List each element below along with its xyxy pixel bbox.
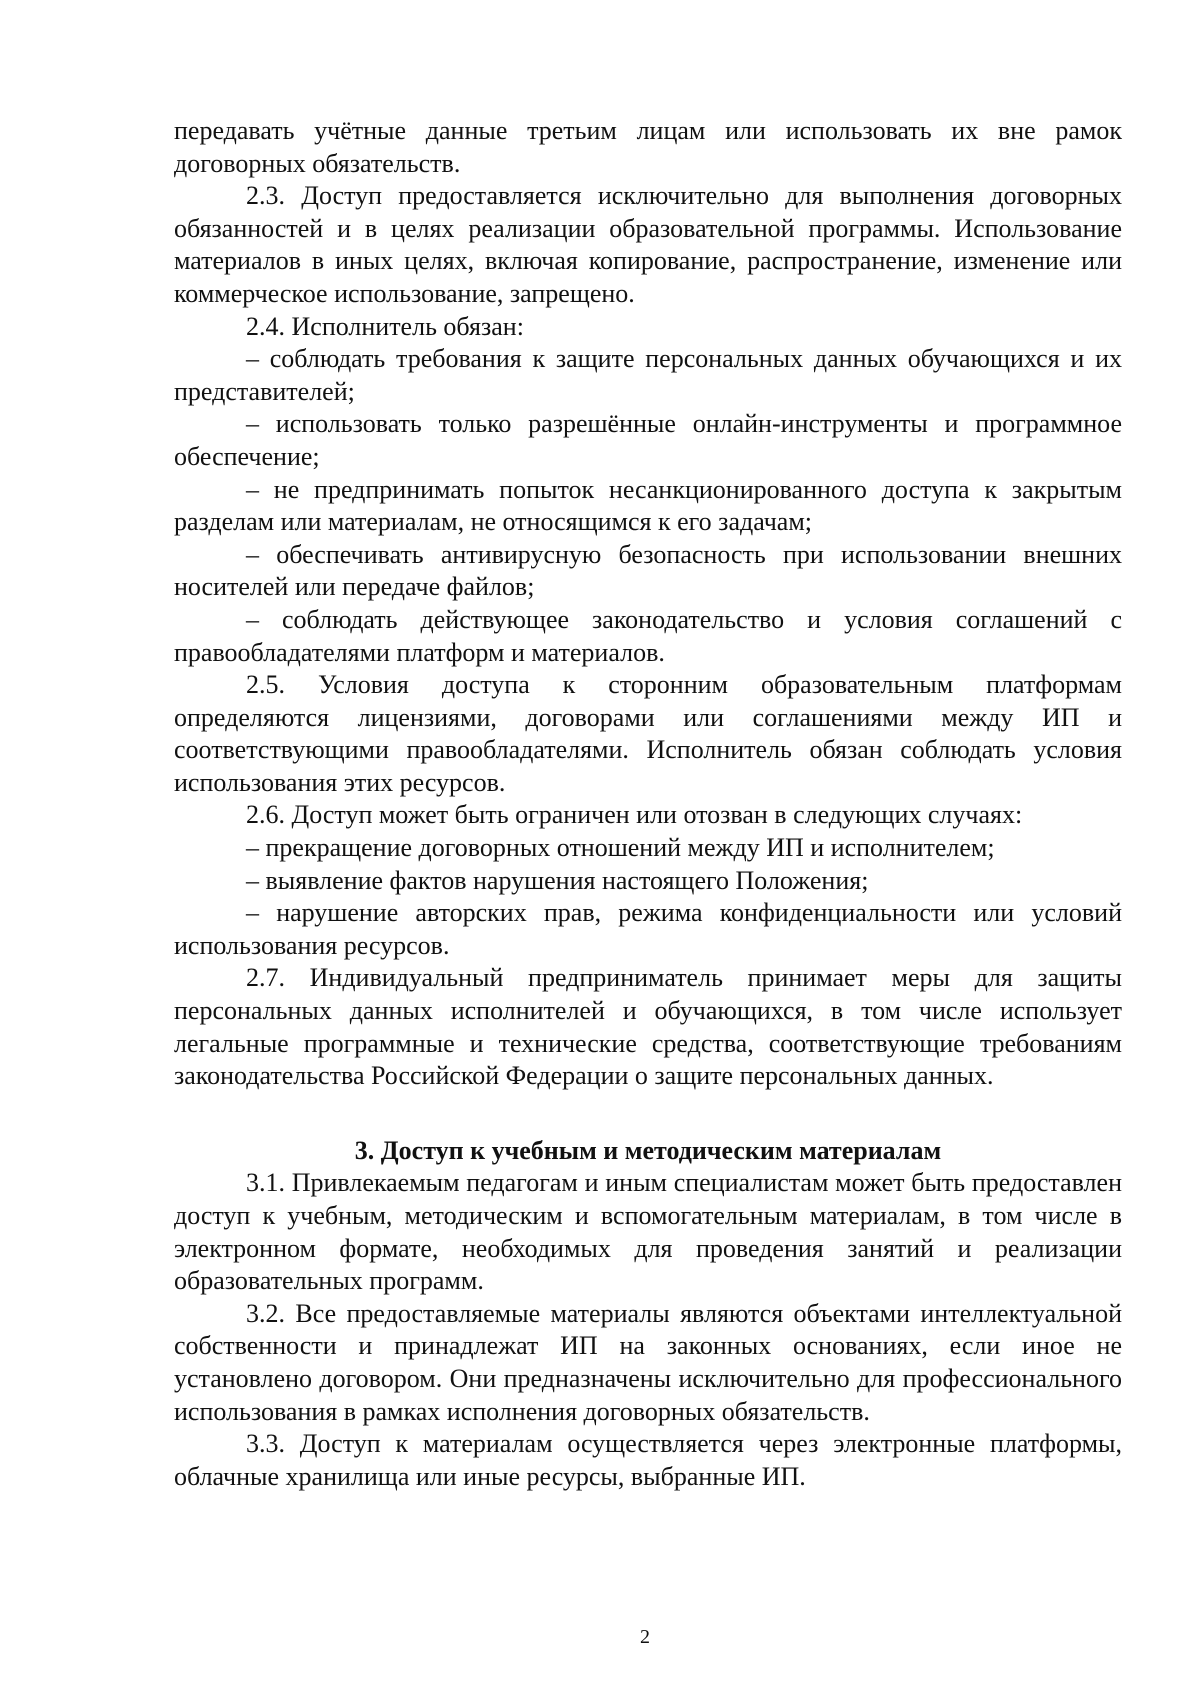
list-item-legislation: – соблюдать действующее законодательство и условия соглашений с правообладателями платформ и материалов.	[174, 604, 1122, 667]
list-item-antivirus: – обеспечивать антивирусную безопасность при использовании внешних носителей или передаче файлов;	[174, 539, 1122, 602]
paragraph-2-3: 2.3. Доступ предоставляется исключительно для выполнения договорных обязанностей и в целях реализации образовательной программы. Использование материалов в иных целях, включая копирование, распространение, изменение или коммерческое использование, запрещено.	[174, 181, 1122, 308]
document-body	[174, 115, 1122, 1493]
paragraph-3-2: 3.2. Все предоставляемые материалы являются объектами интеллектуальной собственности и принадлежат ИП на законных основаниях, если иное не установлено договором. Они предназначены исключительно для профессионального использования в рамках исполнения договорных обязательств.	[174, 1298, 1122, 1426]
list-item-personal-data: – соблюдать требования к защите персональных данных обучающихся и их представителей;	[174, 344, 1122, 406]
paragraph-2-4: 2.4. Исполнитель обязан:	[246, 311, 524, 341]
paragraph-continuation: передавать учётные данные третьим лицам или использовать их вне рамок договорных обязательств.	[174, 116, 1122, 178]
list-item-no-unauthorized-access: – не предпринимать попыток несанкционированного доступа к закрытым разделам или материалам, не относящимся к его задачам;	[174, 474, 1122, 537]
page-number: 2	[640, 1626, 650, 1648]
paragraph-2-5: 2.5. Условия доступа к сторонним образовательным платформам определяются лицензиями, договорами или соглашениями между ИП и соответствующими правообладателями. Исполнитель обязан соблюдать условия использования этих ресурсов.	[174, 670, 1122, 797]
list-item-copyright: – нарушение авторских прав, режима конфиденциальности или условий использования ресурсов.	[174, 898, 1122, 960]
paragraph-2-7: 2.7. Индивидуальный предприниматель принимает меры для защиты персональных данных исполнителей и обучающихся, в том числе использует легальные программные и технические средства, соответствующие требованиям законодательства Российской Федерации о защите персональных данных.	[174, 963, 1122, 1091]
section-heading: 3. Доступ к учебным и методическим материалам	[354, 1135, 942, 1165]
list-item-termination: – прекращение договорных отношений между ИП и исполнителем;	[246, 833, 995, 863]
paragraph-2-6: 2.6. Доступ может быть ограничен или отозван в следующих случаях:	[246, 800, 1023, 830]
paragraph-3-1: 3.1. Привлекаемым педагогам и иным специалистам может быть предоставлен доступ к учебным, методическим и вспомогательным материалам, в том числе в электронном формате, необходимых для проведения занятий и реализации образовательных программ.	[174, 1168, 1122, 1296]
paragraph-3-3: 3.3. Доступ к материалам осуществляется через электронные платформы, облачные хранилища или иные ресурсы, выбранные ИП.	[174, 1429, 1122, 1491]
list-item-allowed-tools: – использовать только разрешённые онлайн-инструменты и программное обеспечение;	[174, 409, 1122, 471]
list-item-violation: – выявление фактов нарушения настоящего Положения;	[246, 865, 869, 895]
